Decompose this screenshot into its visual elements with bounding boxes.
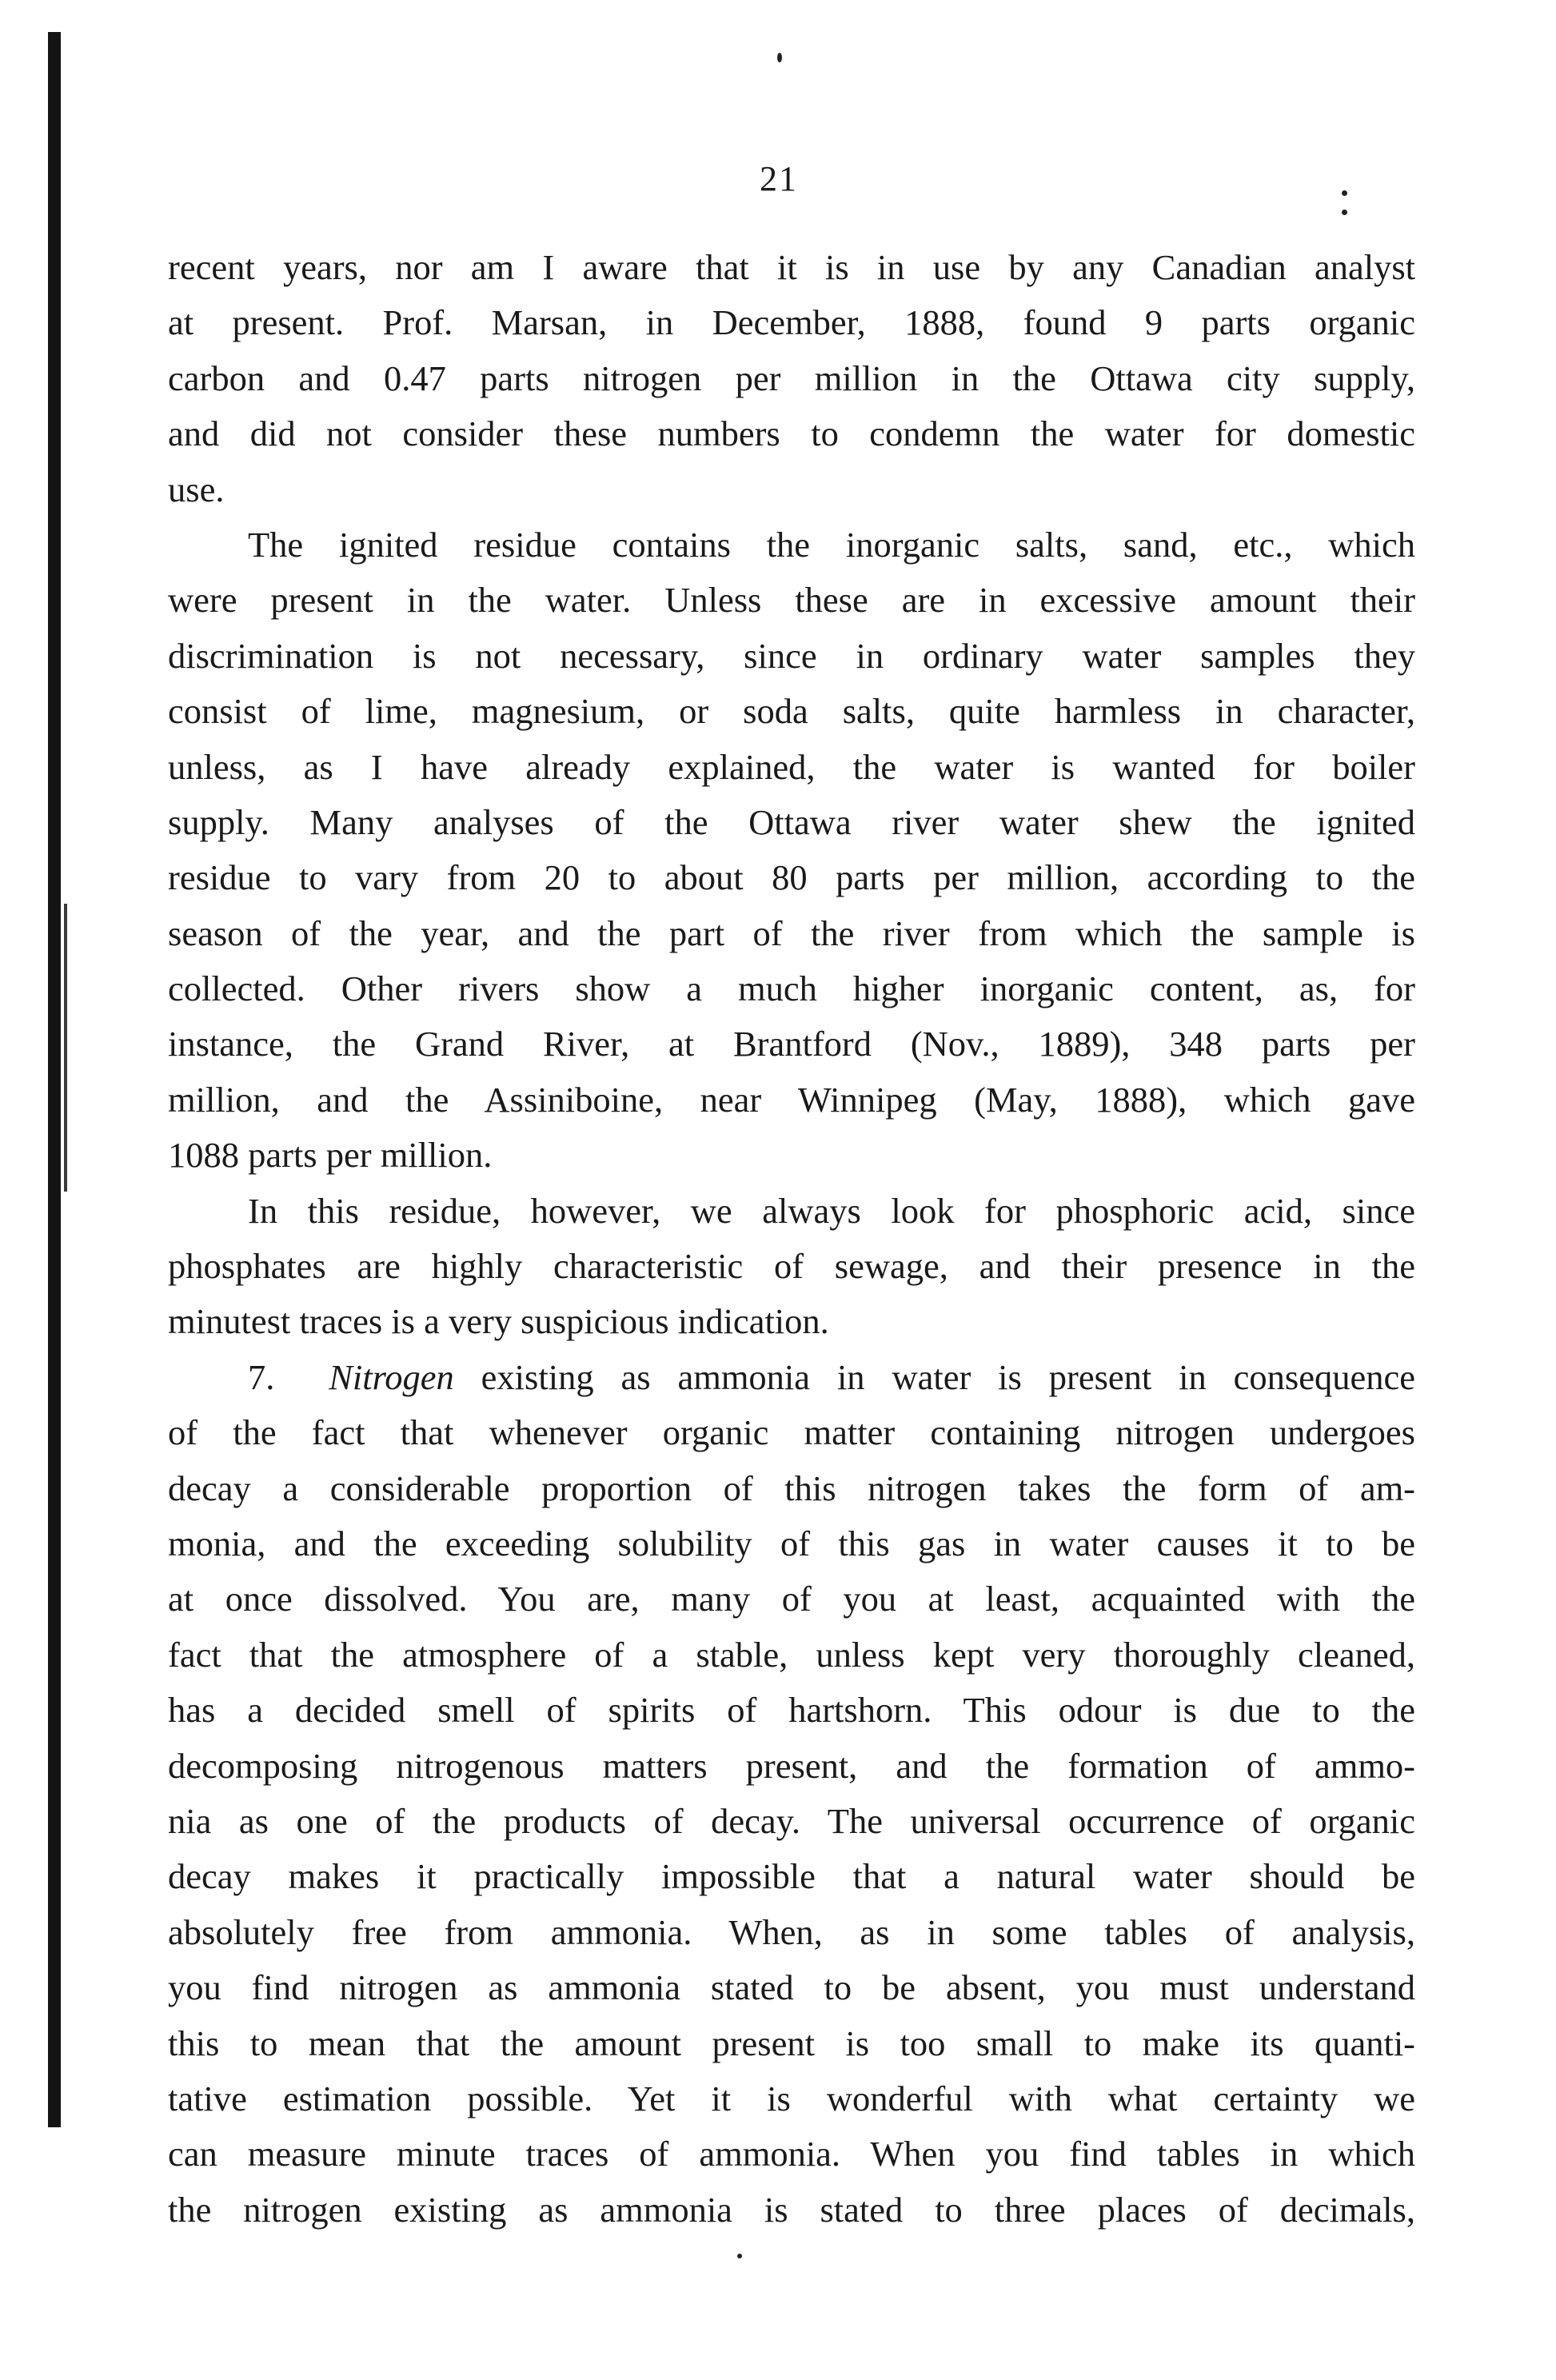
text-line: has a decided smell of spirits of hartshorn. This odour is due to the	[168, 1690, 1415, 1731]
text-line: minutest traces is a very suspicious indication.	[168, 1301, 829, 1342]
scan-speck	[1342, 210, 1347, 215]
text-line: instance, the Grand River, at Brantford (Nov., 1889), 348 parts per	[168, 1024, 1415, 1064]
text-line: million, and the Assiniboine, near Winnipeg (May, 1888), which gave	[168, 1079, 1415, 1120]
scan-speck	[1342, 190, 1347, 196]
page-body-text	[168, 240, 1415, 2238]
text-line: supply. Many analyses of the Ottawa river water shew the ignited	[168, 801, 1415, 842]
text-line: decay makes it practically impossible that a natural water should be	[168, 1856, 1415, 1897]
scan-speck	[777, 53, 782, 62]
text-line: carbon and 0.47 parts nitrogen per million in the Ottawa city supply,	[168, 357, 1415, 398]
text-line: absolutely free from ammonia. When, as in some tables of analysis,	[168, 1911, 1415, 1952]
text-line: at once dissolved. You are, many of you at least, acquainted with the	[168, 1579, 1415, 1619]
text-line: this to mean that the amount present is too small to make its quanti-	[168, 2023, 1415, 2063]
text-line: 1088 parts per million.	[168, 1135, 493, 1176]
text-line: tative estimation possible. Yet it is wonderful with what certainty we	[168, 2078, 1415, 2118]
text-line: fact that the atmosphere of a stable, unless kept very thoroughly cleaned,	[168, 1634, 1415, 1675]
text-line: The ignited residue contains the inorganic salts, sand, etc., which	[248, 524, 1415, 565]
text-line: the nitrogen existing as ammonia is stated to three places of decimals,	[168, 2189, 1415, 2230]
text-line: discrimination is not necessary, since in ordinary water samples they	[168, 635, 1415, 676]
text-line: recent years, nor am I aware that it is in use by any Canadian analyst	[168, 247, 1415, 287]
text-line: decomposing nitrogenous matters present, and the formation of ammo-	[168, 1745, 1415, 1786]
text-line: decay a considerable proportion of this nitrogen takes the form of am-	[168, 1468, 1415, 1508]
text-line: were present in the water. Unless these are in excessive amount their	[168, 580, 1415, 621]
text-line: you find nitrogen as ammonia stated to be absent, you must understand	[168, 1967, 1415, 2008]
text-line: and did not consider these numbers to condemn the water for domestic	[168, 413, 1415, 454]
page-binding-edge	[48, 32, 61, 2127]
text-line: can measure minute traces of ammonia. When you find tables in which	[168, 2134, 1415, 2174]
text-line: of the fact that whenever organic matter containing nitrogen undergoes	[168, 1412, 1415, 1453]
section-heading: Nitrogen	[329, 1356, 454, 1397]
text-line: use.	[168, 469, 225, 509]
text-line: existing as ammonia in water is present in consequence	[481, 1356, 1415, 1397]
text-line: season of the year, and the part of the river from which the sample is	[168, 912, 1415, 953]
scan-speck	[737, 2254, 742, 2258]
text-line: monia, and the exceeding solubility of this gas in water causes it to be	[168, 1523, 1415, 1563]
page-number: 21	[760, 159, 798, 198]
text-line: collected. Other rivers show a much higher inorganic content, as, for	[168, 968, 1415, 1009]
text-line: phosphates are highly characteristic of sewage, and their presence in the	[168, 1246, 1415, 1287]
section-7-first-line	[168, 1350, 1415, 1405]
page-binding-shadow	[64, 904, 67, 1192]
text-line: at present. Prof. Marsan, in December, 1888, found 9 parts organic	[168, 302, 1415, 343]
text-line: consist of lime, magnesium, or soda salts, quite harmless in character,	[168, 691, 1415, 732]
text-line: nia as one of the products of decay. The universal occurrence of organic	[168, 1800, 1415, 1841]
section-number: 7.	[248, 1356, 275, 1397]
text-line: unless, as I have already explained, the water is wanted for boiler	[168, 746, 1415, 787]
text-line: In this residue, however, we always look for phosphoric acid, since	[248, 1190, 1415, 1231]
text-line: residue to vary from 20 to about 80 parts per million, according to the	[168, 857, 1415, 898]
